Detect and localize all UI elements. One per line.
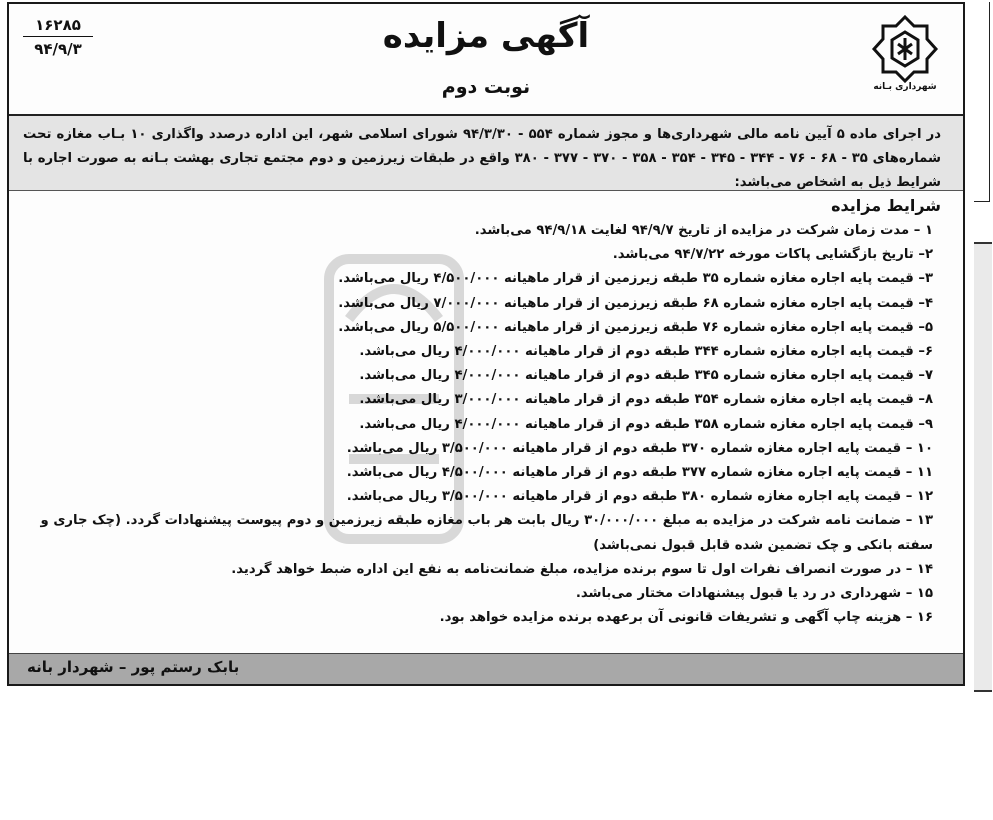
condition-item: ۴– قیمت پایه اجاره مغازه شماره ۶۸ طبقه زیرزمین از قرار ماهیانه ۷/۰۰۰/۰۰۰ ریال می‌باشد.	[338, 295, 933, 311]
intro-paragraph: در اجرای ماده ۵ آیین نامه مالی شهرداری‌ها و مجوز شماره ۵۵۴ - ۹۴/۳/۳۰ شورای اسلامی شهر، این اداره درصدد واگذاری ۱۰ بـاب مغازه تحت شماره‌های ۳۵ - ۶۸ - ۷۶ - ۳۴۴ - ۳۴۵ - ۳۵۴ - ۳۵۸ - ۳۷۰ - ۳۷۷ - ۳۸۰ واقع در طبقات زیرزمین و دوم مجتمع تجاری بهشت بـانه به صورت اجاره با شرایط ذیل به اشخاص می‌باشد:	[9, 116, 963, 191]
conditions-list	[23, 219, 941, 630]
condition-item: ۱ – مدت زمان شرکت در مزایده از تاریخ ۹۴/۹/۷ لغایت ۹۴/۹/۱۸ می‌باشد.	[474, 223, 933, 238]
logo-caption: شهرداری بـانه	[873, 82, 937, 92]
condition-item: ۶– قیمت پایه اجاره مغازه شماره ۳۴۴ طبقه دوم از قرار ماهیانه ۴/۰۰۰/۰۰۰ ریال می‌باشد.	[359, 344, 933, 360]
condition-item: ۱۶ – هزینه چاپ آگهی و تشریفات قانونی آن برعهده برنده مزایده خواهد بود.	[439, 610, 933, 626]
condition-item: ۳– قیمت پایه اجاره مغازه شماره ۳۵ طبقه زیرزمین از قرار ماهیانه ۴/۵۰۰/۰۰۰ ریال می‌باشد.	[338, 271, 933, 287]
condition-item: ۵– قیمت پایه اجاره مغازه شماره ۷۶ طبقه زیرزمین از قرار ماهیانه ۵/۵۰۰/۰۰۰ ریال می‌باشد.	[338, 319, 933, 335]
page-subtitle: نوبت دوم	[441, 76, 531, 98]
adjacent-ad-edge-top	[974, 2, 990, 202]
condition-item: ۱۴ – در صورت انصراف نفرات اول تا سوم برنده مزایده، مبلغ ضمانت‌نامه به نفع این اداره ضبط خواهد گردید.	[231, 561, 933, 577]
condition-item: ۷– قیمت پایه اجاره مغازه شماره ۳۴۵ طبقه دوم از قرار ماهیانه ۴/۰۰۰/۰۰۰ ریال می‌باشد.	[359, 368, 933, 384]
conditions-section	[9, 191, 963, 630]
signature-bar	[9, 653, 963, 684]
condition-item: ۱۳ – ضمانت نامه شرکت در مزایده به مبلغ ۳۰/۰۰۰/۰۰۰ ریال بابت هر باب مغازه طبقه زیرزمین و دوم پیوست پیشنهادات گردد. (چک جاری و سفته بانکی و چک تضمین شده قابل قبول نمی‌باشد)	[40, 513, 933, 553]
conditions-title: شرایط مزایده	[831, 196, 941, 215]
condition-item: ۱۱ – قیمت پایه اجاره مغازه شماره ۳۷۷ طبقه دوم از قرار ماهیانه ۴/۵۰۰/۰۰۰ ریال می‌باشد.	[346, 465, 933, 481]
mayor-signature: بابک رستم پور – شهردار بانه	[27, 658, 240, 676]
condition-item: ۸– قیمت پایه اجاره مغازه شماره ۳۵۴ طبقه دوم از قرار ماهیانه ۳/۰۰۰/۰۰۰ ریال می‌باشد.	[359, 392, 933, 408]
condition-item: ۲– تاریخ بازگشایی پاکات مورخه ۹۴/۷/۲۲ می‌باشد.	[612, 247, 933, 263]
document-date: ۹۴/۹/۳	[34, 40, 82, 58]
document-number: ۱۶۲۸۵	[23, 16, 93, 37]
adjacent-ad-edge-bottom	[974, 242, 992, 692]
auction-notice	[7, 2, 965, 686]
notice-header	[9, 4, 963, 116]
condition-item: ۱۰ – قیمت پایه اجاره مغازه شماره ۳۷۰ طبقه دوم از قرار ماهیانه ۳/۵۰۰/۰۰۰ ریال می‌باشد.	[346, 440, 933, 456]
page-title: آگهی مزایده	[382, 16, 590, 56]
condition-item: ۹– قیمت پایه اجاره مغازه شماره ۳۵۸ طبقه دوم از قرار ماهیانه ۴/۰۰۰/۰۰۰ ریال می‌باشد.	[359, 416, 933, 432]
condition-item: ۱۲ – قیمت پایه اجاره مغازه شماره ۳۸۰ طبقه دوم از قرار ماهیانه ۳/۵۰۰/۰۰۰ ریال می‌باشد.	[346, 489, 933, 505]
condition-item: ۱۵ – شهرداری در رد یا قبول پیشنهادات مختار می‌باشد.	[575, 586, 933, 602]
document-reference	[23, 16, 93, 58]
